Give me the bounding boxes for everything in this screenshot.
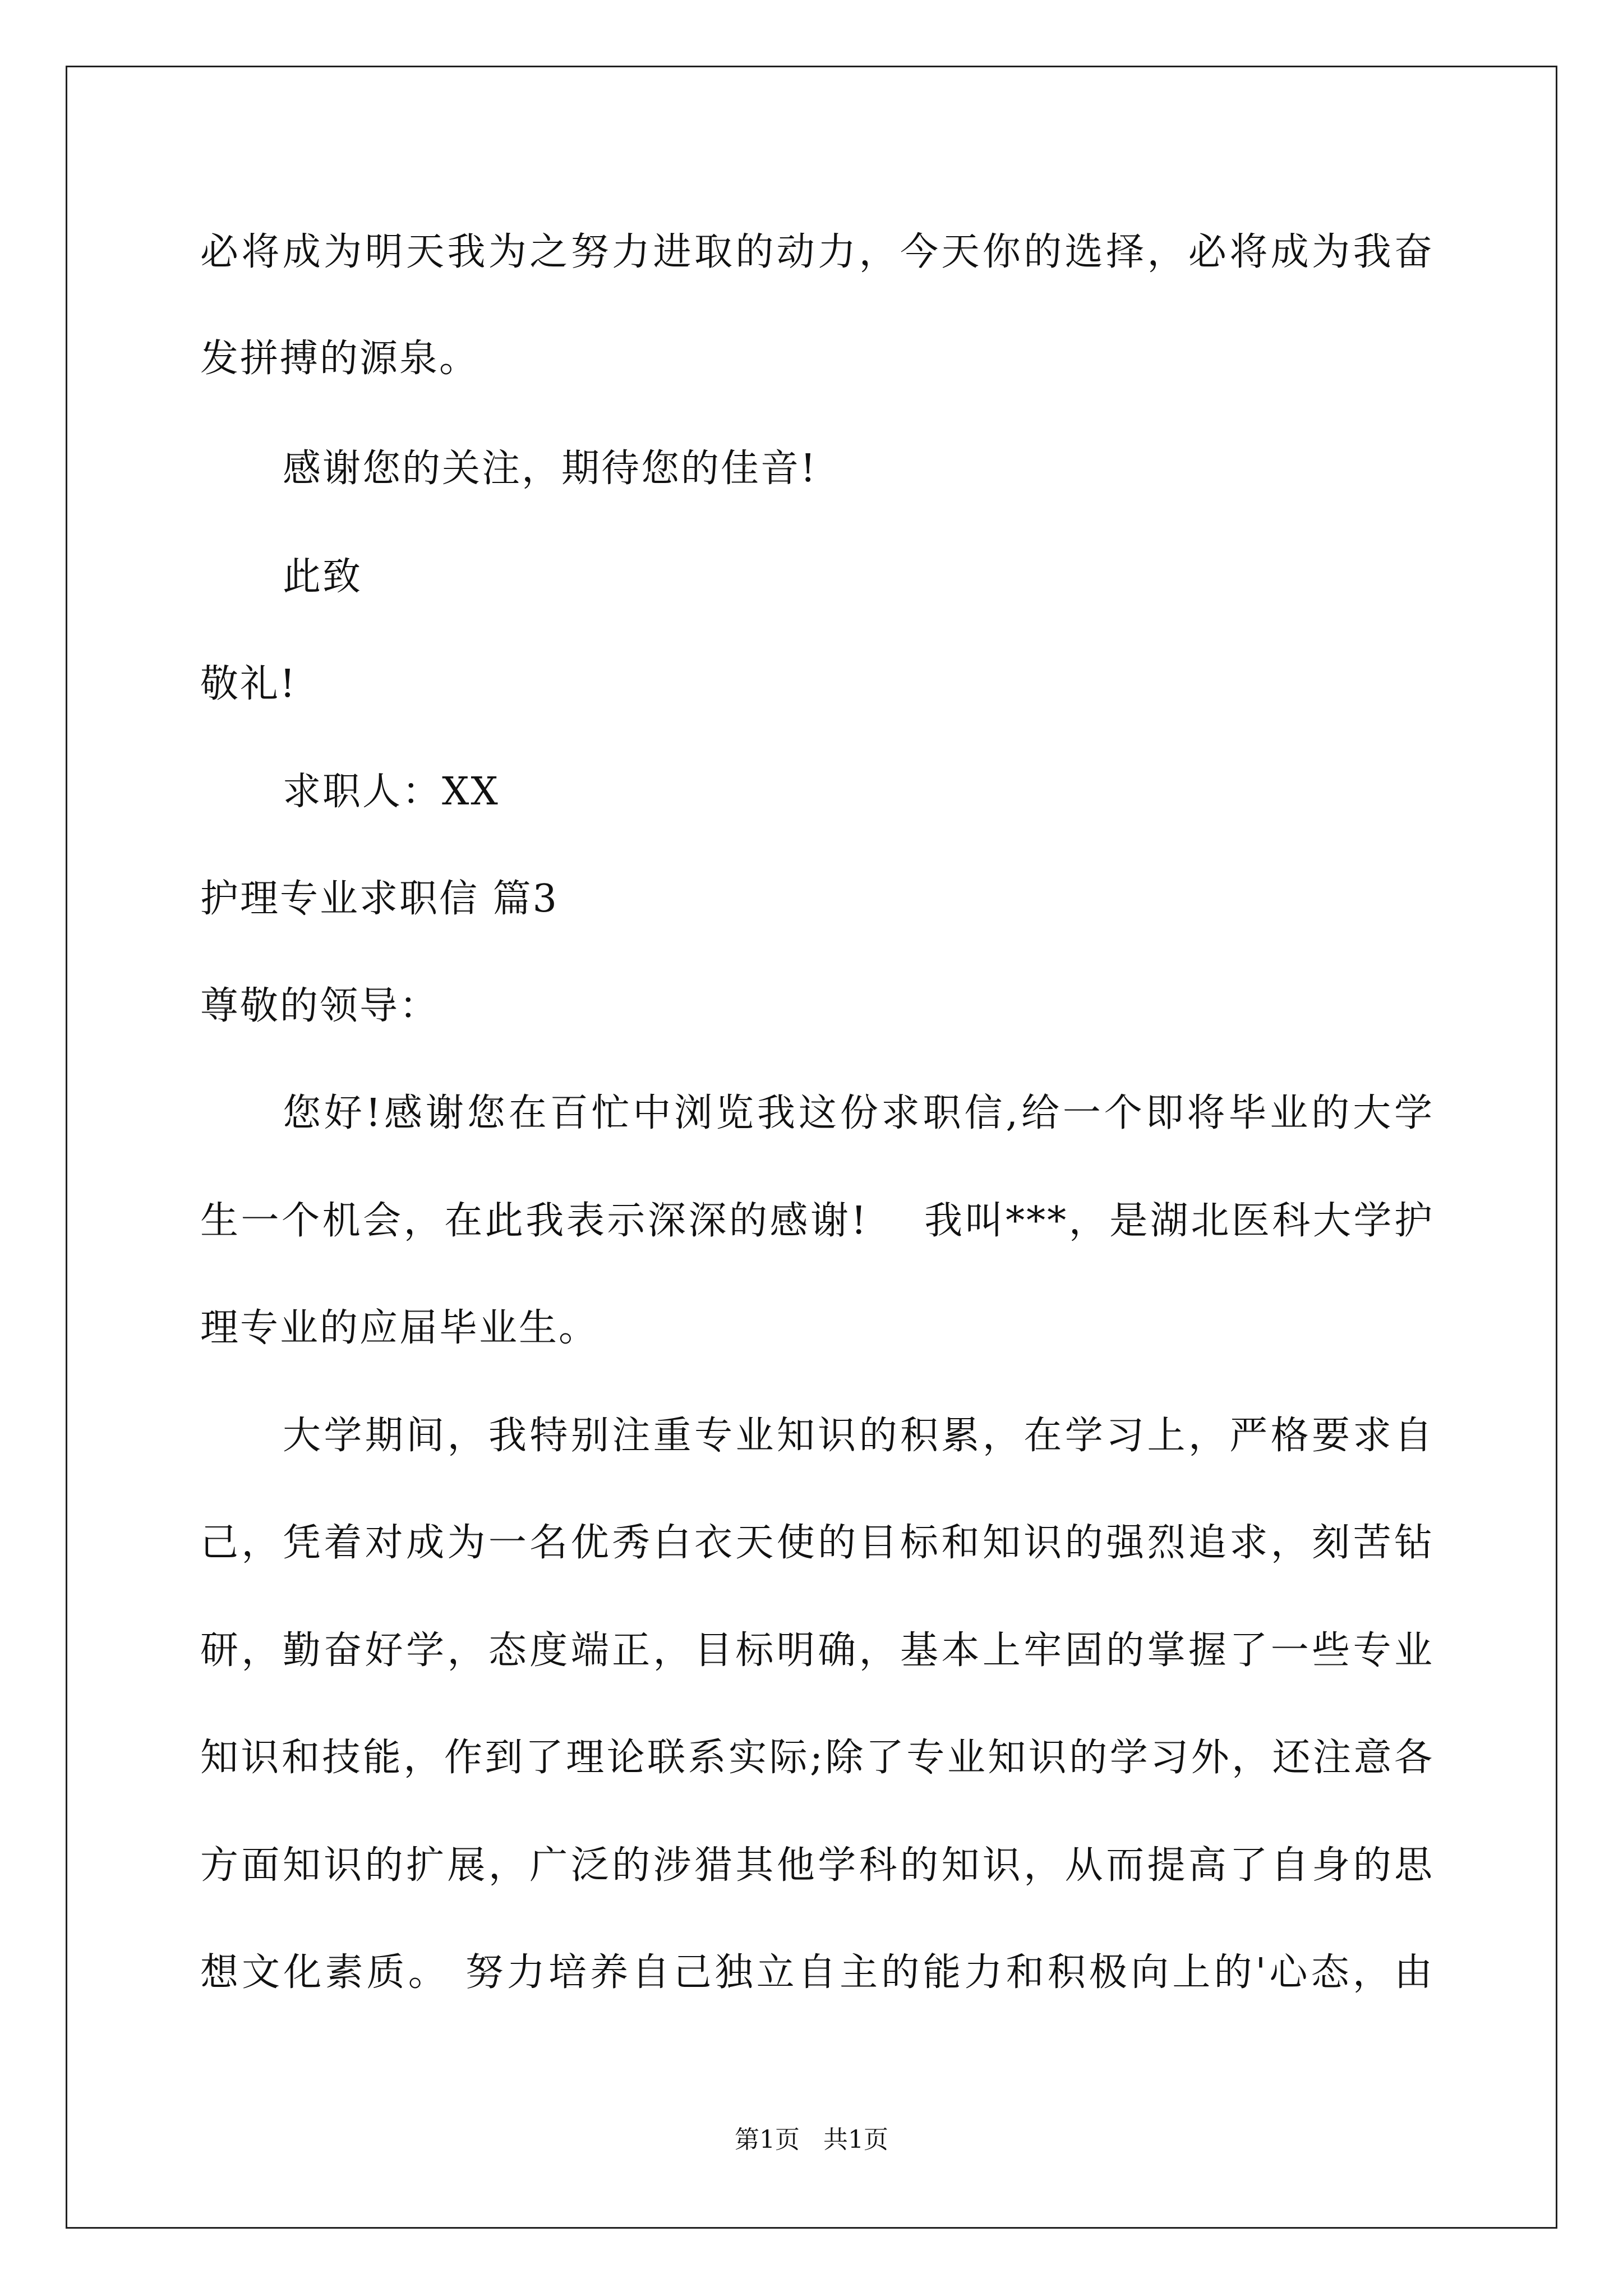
- text-line: 此致: [283, 555, 363, 599]
- text-line: 感谢您的关注，期待您的佳音!: [283, 447, 818, 491]
- page-number: 第1页: [735, 2125, 800, 2154]
- text-line: 己，凭着对成为一名优秀白衣天使的目标和知识的强烈追求，刻苦钻: [200, 1521, 1434, 1565]
- section-heading: 护理专业求职信 篇3: [200, 877, 559, 921]
- text-line: 必将成为明天我为之努力进取的动力，今天你的选择，必将成为我奋: [200, 230, 1434, 274]
- text-line: 您好!感谢您在百忙中浏览我这份求职信,给一个即将毕业的大学: [283, 1091, 1434, 1135]
- page-count: 共1页: [823, 2125, 888, 2154]
- text-line: 发拼搏的源泉。: [200, 337, 479, 381]
- text-line: 理专业的应届毕业生。: [200, 1306, 599, 1350]
- page-footer: [0, 2123, 1623, 2157]
- text-line: 知识和技能，作到了理论联系实际;除了专业知识的学习外，还注意各: [200, 1736, 1434, 1780]
- text-line: 求职人：XX: [283, 770, 500, 814]
- text-line: 生一个机会，在此我表示深深的感谢! 我叫***，是湖北医科大学护: [200, 1199, 1434, 1243]
- page-border: [66, 66, 1557, 2229]
- text-line: 敬礼!: [200, 662, 297, 706]
- text-line: 大学期间，我特别注重专业知识的积累，在学习上，严格要求自: [283, 1414, 1434, 1458]
- text-line: 方面知识的扩展，广泛的涉猎其他学科的知识，从而提高了自身的思: [200, 1843, 1434, 1888]
- text-line: 想文化素质。 努力培养自己独立自主的能力和积极向上的'心态，由: [200, 1950, 1434, 1995]
- text-line: 研，勤奋好学，态度端正，目标明确，基本上牢固的掌握了一些专业: [200, 1628, 1434, 1673]
- salutation: 尊敬的领导：: [200, 984, 440, 1028]
